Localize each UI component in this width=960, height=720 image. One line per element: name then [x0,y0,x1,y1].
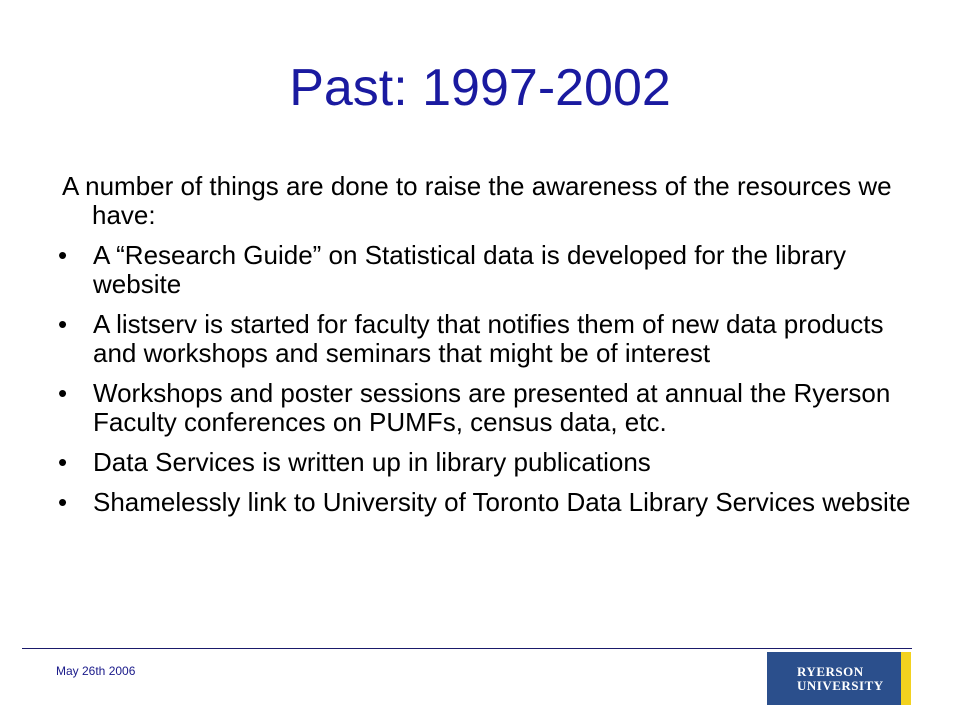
logo-line-1: RYERSON [797,664,864,679]
logo-wordmark [797,665,884,693]
bullet-list [58,240,922,517]
slide-title: Past: 1997-2002 [289,59,671,117]
logo-line-2: UNIVERSITY [797,678,884,693]
bullet-item [58,447,922,477]
bullet-item [58,378,922,437]
footer-divider [22,648,912,649]
bullet-text: Data Services is written up in library publications [93,447,651,477]
bullet-dot-icon: • [58,378,68,408]
bullet-dot-icon: • [58,309,68,339]
bullet-text: Workshops and poster sessions are presented at annual the Ryerson Faculty conferences on PUMFs, census data, etc. [93,378,891,437]
ryerson-university-logo [767,652,911,705]
bullet-text: Shamelessly link to University of Toronto Data Library Services website [93,487,911,517]
logo-stripe [901,652,911,705]
footer-date: May 26th 2006 [56,664,136,678]
slide-body [58,171,922,528]
intro-paragraph: A number of things are done to raise the awareness of the resources we have: [62,171,892,230]
bullet-text: A listserv is started for faculty that notifies them of new data products and workshops and seminars that might be of interest [93,309,884,368]
bullet-dot-icon: • [58,240,68,270]
bullet-dot-icon: • [58,447,68,477]
bullet-item [58,309,922,368]
bullet-dot-icon: • [58,487,68,517]
bullet-text: A “Research Guide” on Statistical data is developed for the library website [93,240,846,299]
bullet-item [58,240,922,299]
bullet-item [58,487,922,517]
